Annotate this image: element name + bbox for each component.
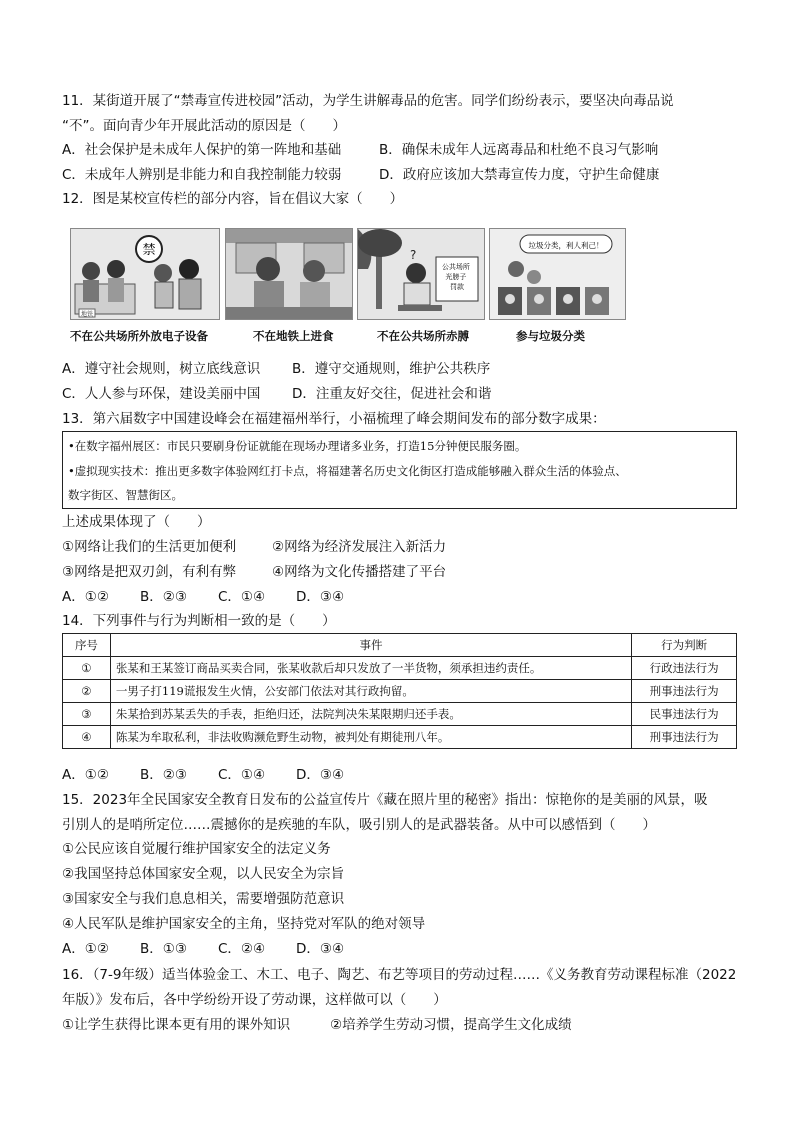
caption-no-eating-subway: 不在地铁上进食 <box>253 329 334 343</box>
row-event: 张某和王某签订商品买卖合同，张某收款后却只发放了一半货物，须承担违约责任。 <box>110 657 631 680</box>
q13-option-a: A．①② <box>62 589 109 605</box>
q11-option-c: C．未成年人辨别是非能力和自我控制能力较弱 <box>62 167 342 183</box>
q14-option-b: B．②③ <box>140 767 187 783</box>
q13-option-d: D．③④ <box>296 589 345 605</box>
svg-text:?: ? <box>410 248 417 262</box>
q13-stem: 13．第六届数字中国建设峰会在福建福州举行，小福梳理了峰会期间发布的部分数字成果： <box>62 411 606 427</box>
q12-option-d: D．注重友好交往，促进社会和谐 <box>292 386 492 402</box>
q13-item-2: ②网络为经济发展注入新活力 <box>272 539 447 555</box>
q14-option-a: A．①② <box>62 767 109 783</box>
q13-question: 上述成果体现了（ ） <box>62 514 211 530</box>
q13-item-3: ③网络是把双刃剑，有利有弊 <box>62 564 237 580</box>
row-index: ① <box>63 657 111 680</box>
q16-stem-line1: 16．（7-9年级）适当体验金工、木工、电子、陶艺、布艺等项目的劳动过程……《义务教育劳动课程标准（2022 <box>62 967 737 983</box>
row-event: 陈某为牟取私利，非法收购濒危野生动物，被判处有期徒刑八年。 <box>110 726 631 749</box>
subway-sign-text: 地铁 <box>80 311 94 318</box>
q13-item-1: ①网络让我们的生活更加便利 <box>62 539 237 555</box>
row-judgment: 刑事违法行为 <box>632 680 737 703</box>
q12-option-c: C．人人参与环保，建设美丽中国 <box>62 386 261 402</box>
waste-slogan-text: 垃圾分类，利人利己！ <box>528 241 604 250</box>
illustration-no-eating-subway <box>225 228 353 320</box>
row-index: ② <box>63 680 111 703</box>
table-row <box>63 726 737 749</box>
q11-option-d: D．政府应该加大禁毒宣传力度，守护生命健康 <box>379 167 660 183</box>
caption-no-shirtless: 不在公共场所赤膊 <box>377 329 469 343</box>
header-judgment: 行为判断 <box>632 634 737 657</box>
q15-item-3: ③国家安全与我们息息相关，需要增强防范意识 <box>62 891 345 907</box>
illustration-no-loud-devices <box>70 228 220 320</box>
row-judgment: 行政违法行为 <box>632 657 737 680</box>
row-event: 一男子打119谎报发生火情，公安部门依法对其行政拘留。 <box>110 680 631 703</box>
q13-info-box <box>62 431 737 509</box>
q15-option-b: B．①③ <box>140 941 187 957</box>
q14-option-c: C．①④ <box>218 767 266 783</box>
header-event: 事件 <box>110 634 631 657</box>
q12-option-b: B．遵守交通规则，维护公共秩序 <box>292 361 491 377</box>
q13-item-4: ④网络为文化传播搭建了平台 <box>272 564 447 580</box>
q15-option-c: C．②④ <box>218 941 266 957</box>
table-row <box>63 657 737 680</box>
row-index: ④ <box>63 726 111 749</box>
row-judgment: 民事违法行为 <box>632 703 737 726</box>
q15-item-4: ④人民军队是维护国家安全的主角，坚持党对军队的绝对领导 <box>62 916 426 932</box>
q13-box-line3: 数字街区、智慧街区。 <box>68 488 183 502</box>
q13-box-line1: •在数字福州展区：市民只要刷身份证就能在现场办理诸多业务，打造15分钟便民服务圈。 <box>68 439 527 453</box>
q15-option-a: A．①② <box>62 941 109 957</box>
q14-stem: 14．下列事件与行为判断相一致的是（ ） <box>62 613 336 629</box>
table-row <box>63 703 737 726</box>
q15-option-d: D．③④ <box>296 941 345 957</box>
fine-sign-text: 公共场所 光膀子 罚款 <box>441 263 470 291</box>
q15-item-2: ②我国坚持总体国家安全观，以人民安全为宗旨 <box>62 866 345 882</box>
row-event: 朱某拾到苏某丢失的手表，拒绝归还，法院判决朱某限期归还手表。 <box>110 703 631 726</box>
table-row <box>63 680 737 703</box>
no-sign-text: 禁 <box>142 243 156 258</box>
q11-option-b: B．确保未成年人远离毒品和杜绝不良习气影响 <box>379 142 659 158</box>
q14-table-header <box>63 634 737 657</box>
caption-no-loud-devices: 不在公共场所外放电子设备 <box>70 329 208 343</box>
q12-stem: 12．图是某校宣传栏的部分内容，旨在倡议大家（ ） <box>62 191 404 207</box>
q15-stem-line2: 引別人的是哨所定位……震撼你的是疾驰的车队，吸引别人的是武器装备。从中可以感悟到（ ） <box>62 817 656 833</box>
illustration-waste-sorting <box>489 228 626 320</box>
q16-item-1: ①让学生获得比课本更有用的课外知识 <box>62 1017 291 1033</box>
illustration-no-shirtless <box>357 228 485 320</box>
q14-option-d: D．③④ <box>296 767 345 783</box>
caption-waste-sorting: 参与垃圾分类 <box>516 329 585 343</box>
q16-stem-line2: 年版）》发布后，各中学纷纷开设了劳动课，这样做可以（ ） <box>62 992 447 1008</box>
q15-item-1: ①公民应该自觉履行维护国家安全的法定义务 <box>62 841 331 857</box>
row-judgment: 刑事违法行为 <box>632 726 737 749</box>
q11-stem-line1: 11．某街道开展了“禁毒宣传进校园”活动，为学生讲解毒品的危害。同学们纷纷表示，要坚决向毒品说 <box>62 93 674 109</box>
q12-option-a: A．遵守社会规则，树立底线意识 <box>62 361 261 377</box>
q13-box-line2: •虚拟现实技术：推出更多数字体验网红打卡点，将福建著名历史文化街区打造成能够融入群众生活的体验点、 <box>68 464 627 478</box>
q11-option-a: A．社会保护是未成年人保护的第一阵地和基础 <box>62 142 342 158</box>
row-index: ③ <box>63 703 111 726</box>
q14-table <box>62 633 737 749</box>
q13-option-b: B．②③ <box>140 589 187 605</box>
q16-item-2: ②培养学生劳动习惯，提高学生文化成绩 <box>330 1017 572 1033</box>
q15-stem-line1: 15．2023年全民国家安全教育日发布的公益宣传片《藏在照片里的秘密》指出：惊艳你的是美丽的风景，吸 <box>62 792 708 808</box>
header-index: 序号 <box>63 634 111 657</box>
q13-option-c: C．①④ <box>218 589 266 605</box>
q11-stem-line2: “不”。面向青少年开展此活动的原因是（ ） <box>62 118 346 134</box>
